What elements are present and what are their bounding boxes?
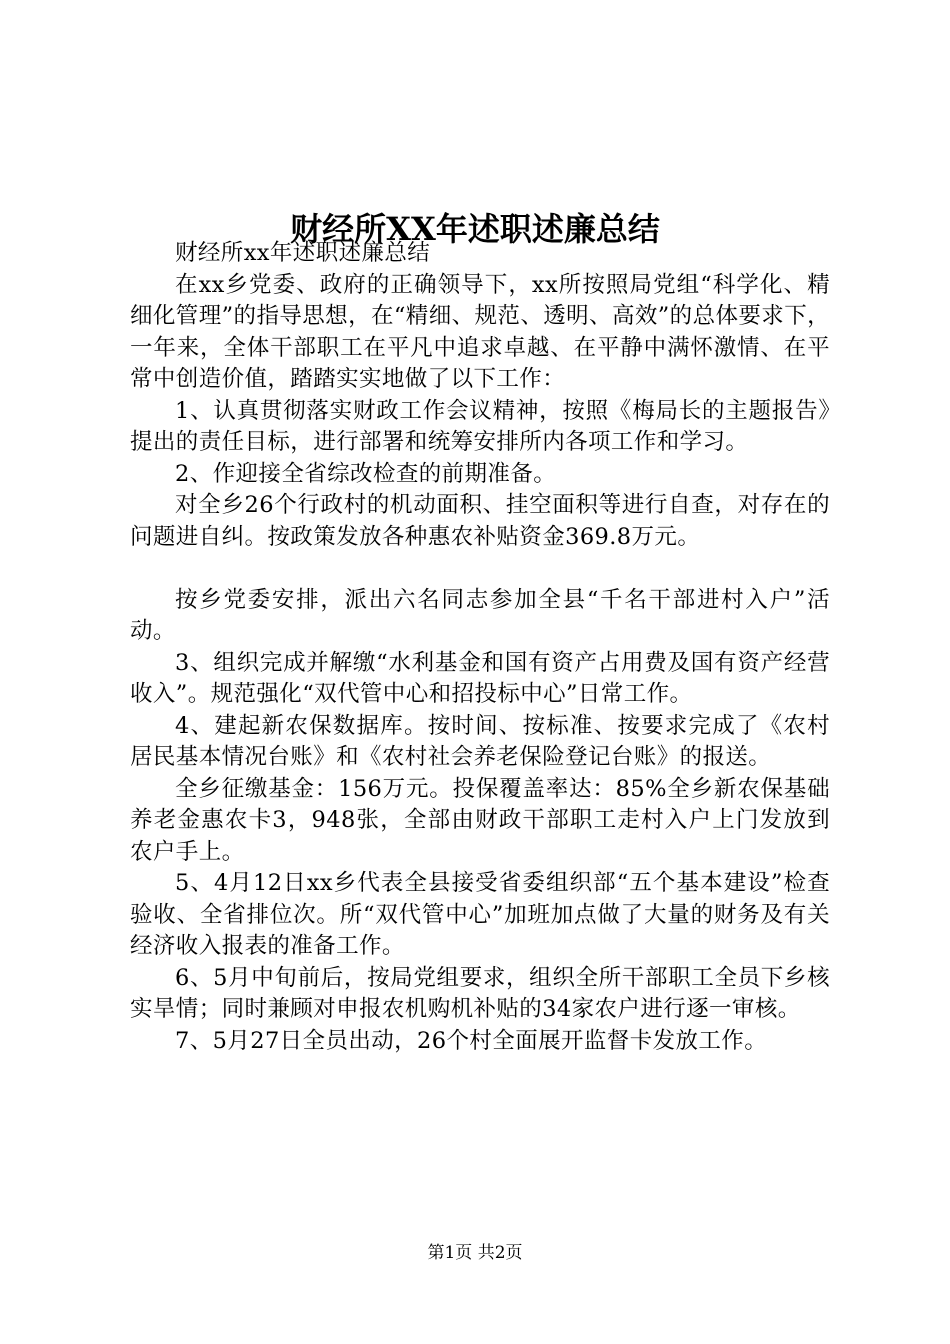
paragraph-item-1: 1、认真贯彻落实财政工作会议精神，按照《梅局长的主题报告》提出的责任目标，进行部署和统筹安排所内各项工作和学习。 — [130, 397, 830, 455]
paragraph-item-6: 6、5月中旬前后，按局党组要求，组织全所干部职工全员下乡核实旱情；同时兼顾对申报农机购机补贴的34家农户进行逐一审核。 — [130, 964, 830, 1022]
paragraph-item-7: 7、5月27日全员出动，26个村全面展开监督卡发放工作。 — [175, 1027, 768, 1054]
paragraph-cadres: 按乡党委安排，派出六名同志参加全县“千名干部进村入户”活动。 — [130, 586, 830, 644]
page-footer: 第1页 共2页 — [427, 1243, 523, 1263]
paragraph-item-2: 2、作迎接全省综改检查的前期准备。 — [175, 460, 557, 487]
paragraph-item-3: 3、组织完成并解缴“水利基金和国有资产占用费及国有资产经营收入”。规范强化“双代管中心和招投标中心”日常工作。 — [130, 649, 830, 707]
paragraph-self-check: 对全乡26个行政村的机动面积、挂空面积等进行自查，对存在的问题进自纠。按政策发放各种惠农补贴资金369.8万元。 — [130, 492, 830, 550]
paragraph-item-5: 5、4月12日xx乡代表全县接受省委组织部“五个基本建设”检查验收、全省排位次。所“双代管中心”加班加点做了大量的财务及有关经济收入报表的准备工作。 — [130, 870, 830, 959]
document-title: 财经所XX年述职述廉总结 — [290, 210, 660, 249]
paragraph-item-4: 4、建起新农保数据库。按时间、按标准、按要求完成了《农村居民基本情况台账》和《农村社会养老保险登记台账》的报送。 — [130, 712, 830, 770]
paragraph-intro: 在xx乡党委、政府的正确领导下，xx所按照局党组“科学化、精细化管理”的指导思想，在“精细、规范、透明、高效”的总体要求下，一年来，全体干部职工在平凡中追求卓越、在平静中满怀激情、在平常中创造价值，踏踏实实地做了以下工作： — [130, 271, 830, 392]
paragraph-gap — [130, 553, 830, 585]
paragraph-subtitle: 财经所xx年述职述廉总结 — [175, 240, 431, 266]
paragraph-fund: 全乡征缴基金：156万元。投保覆盖率达：85%全乡新农保基础养老金惠农卡3，948张，全部由财政干部职工走村入户上门发放到农户手上。 — [130, 775, 830, 865]
document-body — [130, 238, 830, 1057]
